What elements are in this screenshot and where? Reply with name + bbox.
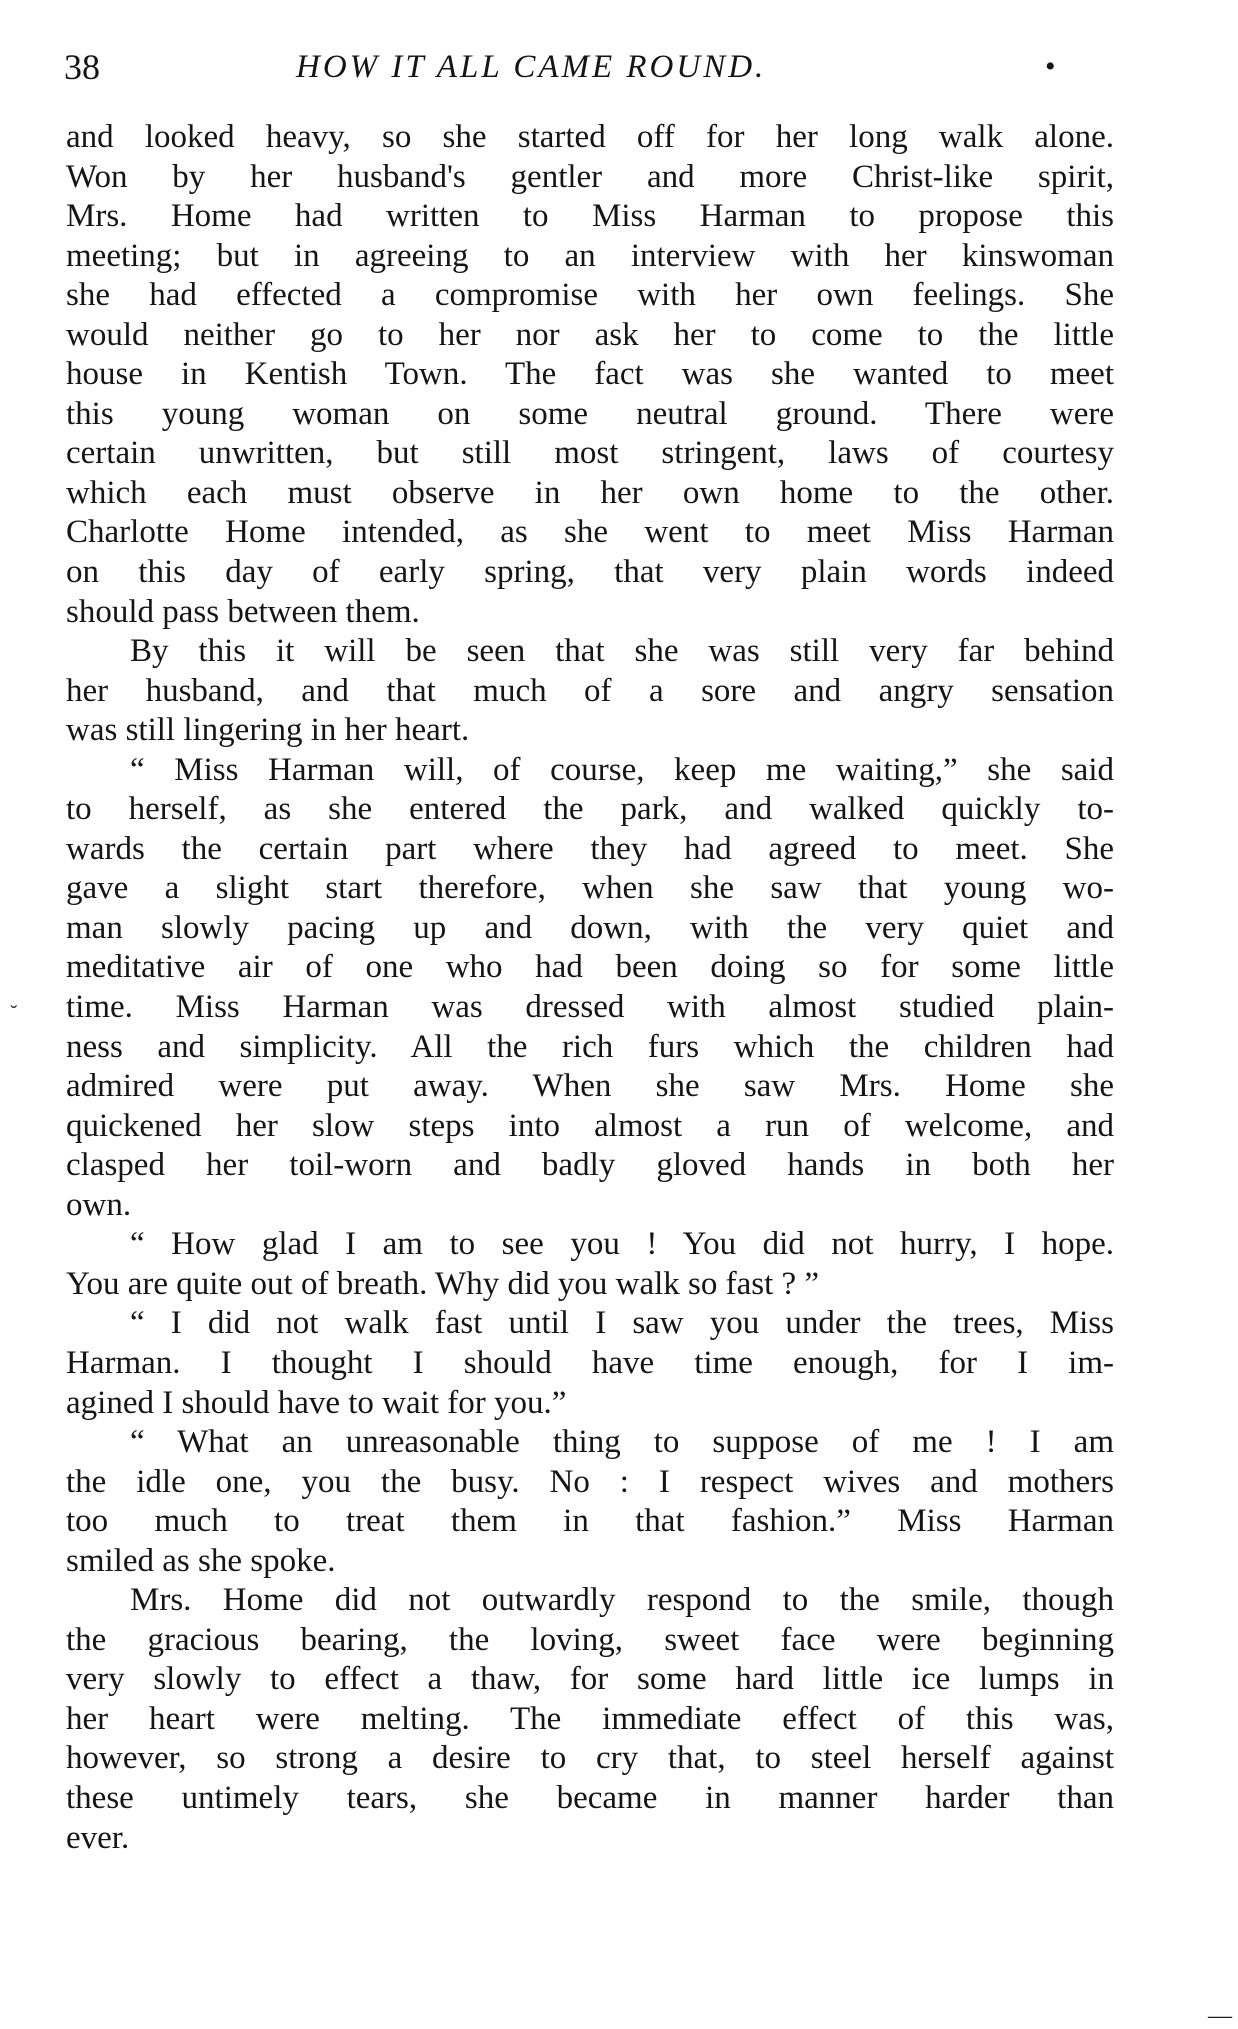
text-line: house in Kentish Town. The fact was she wanted to meet [66, 356, 1114, 393]
text-line: Harman. I thought I should have time enough, for I im- [66, 1344, 1114, 1381]
text-line: You are quite out of breath. Why did you walk so fast ? ” [66, 1265, 820, 1302]
text-line: ever. [66, 1819, 130, 1856]
text-line: the gracious bearing, the loving, sweet face were beginning [66, 1621, 1114, 1658]
text-line: man slowly pacing up and down, with the very quiet and [66, 909, 1114, 946]
text-line: this young woman on some neutral ground. There were [66, 395, 1114, 432]
text-line: these untimely tears, she became in manner harder than [66, 1779, 1114, 1816]
text-line: wards the certain part where they had agreed to meet. She [66, 830, 1114, 867]
text-line: however, so strong a desire to cry that, to steel herself against [66, 1740, 1114, 1777]
text-line: her heart were melting. The immediate effect of this was, [66, 1700, 1114, 1737]
body-text [66, 118, 1114, 1858]
text-line: very slowly to effect a thaw, for some hard little ice lumps in [66, 1661, 1114, 1698]
text-line: Mrs. Home had written to Miss Harman to propose this [66, 198, 1114, 235]
text-line: Mrs. Home did not outwardly respond to the smile, though [130, 1582, 1114, 1619]
text-line: was still lingering in her heart. [66, 712, 470, 749]
stray-mark: • [1045, 50, 1056, 83]
text-line: certain unwritten, but still most stringent, laws of courtesy [66, 435, 1114, 472]
text-line: “ What an unreasonable thing to suppose of me ! I am [130, 1424, 1114, 1461]
text-line: and looked heavy, so she started off for her long walk alone. [66, 119, 1114, 155]
text-line: would neither go to her nor ask her to come to the little [66, 316, 1114, 353]
text-line: to herself, as she entered the park, and walked quickly to- [66, 791, 1114, 828]
text-line: ness and simplicity. All the rich furs which the children had [66, 1028, 1114, 1065]
text-line: quickened her slow steps into almost a run of welcome, and [66, 1107, 1114, 1144]
text-line: Won by her husband's gentler and more Christ-like spirit, [66, 158, 1114, 195]
text-line: admired were put away. When she saw Mrs. Home she [66, 1068, 1114, 1105]
text-line: should pass between them. [66, 593, 420, 630]
text-line: By this it will be seen that she was still very far behind [130, 633, 1114, 670]
margin-mark: ˘ [10, 1000, 18, 1025]
text-line: own. [66, 1186, 132, 1223]
text-line: meeting; but in agreeing to an interview with her kinswoman [66, 237, 1114, 274]
text-line: too much to treat them in that fashion.” Miss Harman [66, 1503, 1114, 1540]
text-line: smiled as she spoke. [66, 1542, 336, 1579]
running-head [64, 42, 1114, 92]
text-line: Charlotte Home intended, as she went to meet Miss Harman [66, 514, 1114, 551]
text-line: time. Miss Harman was dressed with almost studied plain- [66, 989, 1114, 1026]
text-line: “ Miss Harman will, of course, keep me waiting,” she said [130, 751, 1114, 788]
page-number: 38 [64, 47, 100, 87]
text-line: clasped her toil-worn and badly gloved hands in both her [66, 1147, 1114, 1184]
text-line: which each must observe in her own home to the other. [66, 474, 1114, 511]
text-line: on this day of early spring, that very plain words indeed [66, 554, 1114, 591]
text-line: her husband, and that much of a sore and angry sensation [66, 672, 1114, 709]
text-line: she had effected a compromise with her own feelings. She [66, 277, 1114, 314]
text-line: “ How glad I am to see you ! You did not hurry, I hope. [130, 1226, 1114, 1263]
text-line: agined I should have to wait for you.” [66, 1384, 567, 1421]
text-line: gave a slight start therefore, when she saw that young wo- [66, 870, 1114, 907]
running-title: HOW IT ALL CAME ROUND. [296, 49, 767, 85]
text-line: the idle one, you the busy. No : I respect wives and mothers [66, 1463, 1114, 1500]
text-line: meditative air of one who had been doing so for some little [66, 949, 1114, 986]
corner-mark: — [1208, 2003, 1232, 2029]
text-line: “ I did not walk fast until I saw you under the trees, Miss [130, 1305, 1114, 1342]
